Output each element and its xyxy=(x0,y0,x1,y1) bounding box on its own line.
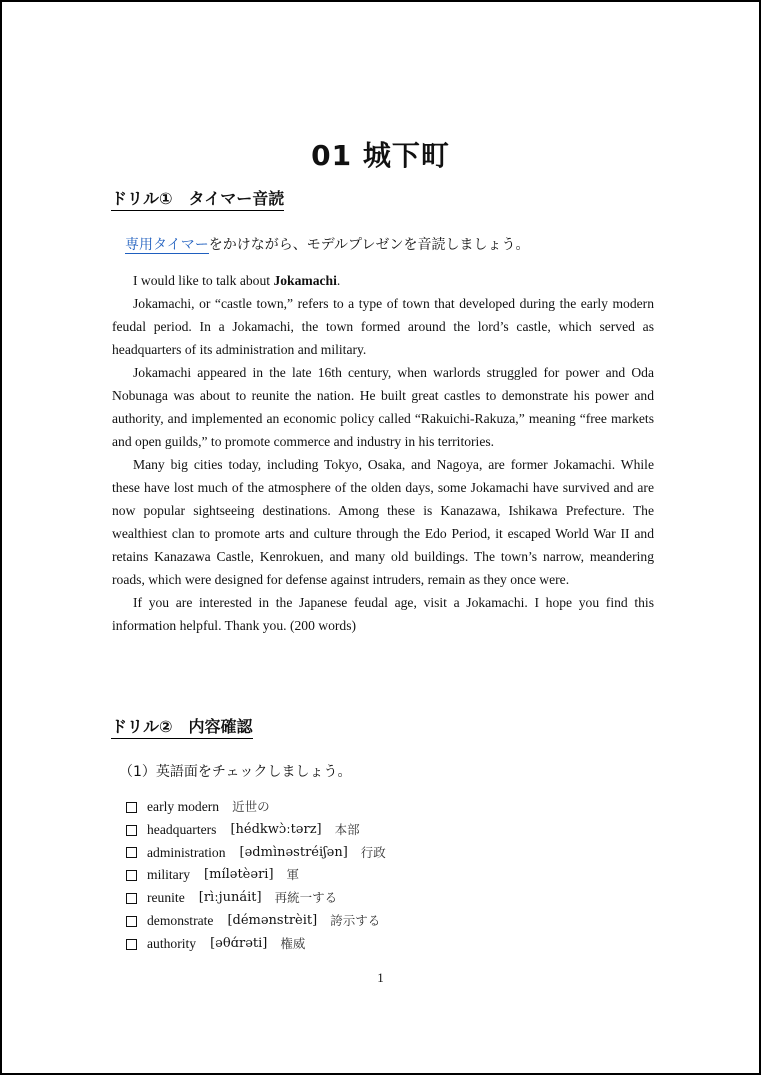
checkbox[interactable] xyxy=(126,939,137,950)
page-title: 01 城下町 xyxy=(311,139,450,172)
checkbox[interactable] xyxy=(126,893,137,904)
vocab-term: early modern xyxy=(147,799,220,814)
checkbox[interactable] xyxy=(126,870,137,881)
vocab-meaning: 再統一する xyxy=(274,890,338,906)
checkbox[interactable] xyxy=(126,847,137,858)
vocab-meaning: 行政 xyxy=(360,844,386,860)
vocab-pronunciation: [rìːjunáit] xyxy=(198,890,262,906)
vocab-term: authority xyxy=(147,935,197,951)
passage-keyword: Jokamachi xyxy=(273,273,337,288)
page-number: 1 xyxy=(377,970,384,985)
vocab-meaning: 本部 xyxy=(334,821,360,837)
vocab-term: demonstrate xyxy=(147,912,214,928)
passage-paragraph: Jokamachi appeared in the late 16th century, when warlords struggled for power and Oda Nobunaga was about to reunite the nation. He built great castles to demonstrate his power and authority, and implemented an economic policy called “Rakuichi-Rakuza,” meaning “free markets and open guilds,” to promote commerce and industry in his territories. xyxy=(112,365,654,449)
drill2-heading: ドリル② 内容確認 xyxy=(111,717,253,739)
vocab-meaning: 誇示する xyxy=(330,912,381,928)
drill1-heading: ドリル① タイマー音読 xyxy=(111,189,284,211)
vocab-meaning: 近世の xyxy=(232,799,270,814)
vocab-item xyxy=(126,796,386,819)
passage-paragraph: Many big cities today, including Tokyo, Osaka, and Nagoya, are former Jokamachi. While these have lost much of the atmosphere of the olden days, some Jokamachi have survived and are now popular sightseeing destinations. Among these is Kanazawa, Ishikawa Prefecture. The wealthiest clan to promote arts and culture through the Edo Period, it escaped World War II and retains Kanazawa Castle, Kenrokuen, and many old buildings. The town’s narrow, meandering roads, which were designed for defense against intruders, remain as they once were. xyxy=(112,457,654,587)
passage-paragraph xyxy=(112,269,654,292)
vocab-pronunciation: [ədmìnəstréiʃən] xyxy=(239,844,348,860)
drill1-instruction xyxy=(125,235,529,255)
vocab-meaning: 軍 xyxy=(286,867,300,883)
vocab-item xyxy=(126,819,386,842)
vocab-pronunciation: [əθɑ́rəti] xyxy=(210,935,268,951)
instruction-text: をかけながら、モデルプレゼンを音読しましょう。 xyxy=(208,237,530,253)
vocab-item xyxy=(126,933,386,956)
checkbox[interactable] xyxy=(126,802,137,813)
drill2-subquestion: （1）英語面をチェックしましょう。 xyxy=(119,764,352,780)
passage-text: I would like to talk about xyxy=(133,273,274,288)
passage-paragraph: Jokamachi, or “castle town,” refers to a type of town that developed during the early modern feudal period. In a Jokamachi, the town formed around the lord’s castle, which served as headquarters of its administration and military. xyxy=(112,296,654,357)
passage-paragraph: If you are interested in the Japanese feudal age, visit a Jokamachi. I hope you find this information helpful. Thank you. (200 words) xyxy=(112,595,654,633)
vocab-item xyxy=(126,864,386,887)
vocab-term: headquarters xyxy=(147,821,217,837)
vocab-item xyxy=(126,887,386,910)
vocab-pronunciation: [démənstrèit] xyxy=(227,912,318,928)
vocab-item xyxy=(126,842,386,865)
vocab-checklist xyxy=(126,796,386,956)
vocab-pronunciation: [hédkwɔ̀ːtərz] xyxy=(230,821,322,837)
checkbox[interactable] xyxy=(126,825,137,836)
vocab-term: administration xyxy=(147,844,226,860)
passage-text: . xyxy=(336,273,341,288)
model-presentation-passage xyxy=(112,269,654,637)
vocab-meaning: 権威 xyxy=(280,935,306,951)
vocab-term: reunite xyxy=(147,890,185,906)
vocab-item xyxy=(126,910,386,933)
checkbox[interactable] xyxy=(126,916,137,927)
timer-link[interactable]: 専用タイマー xyxy=(125,237,209,253)
vocab-pronunciation: [mílətèəri] xyxy=(204,867,274,883)
vocab-term: military xyxy=(147,867,191,883)
